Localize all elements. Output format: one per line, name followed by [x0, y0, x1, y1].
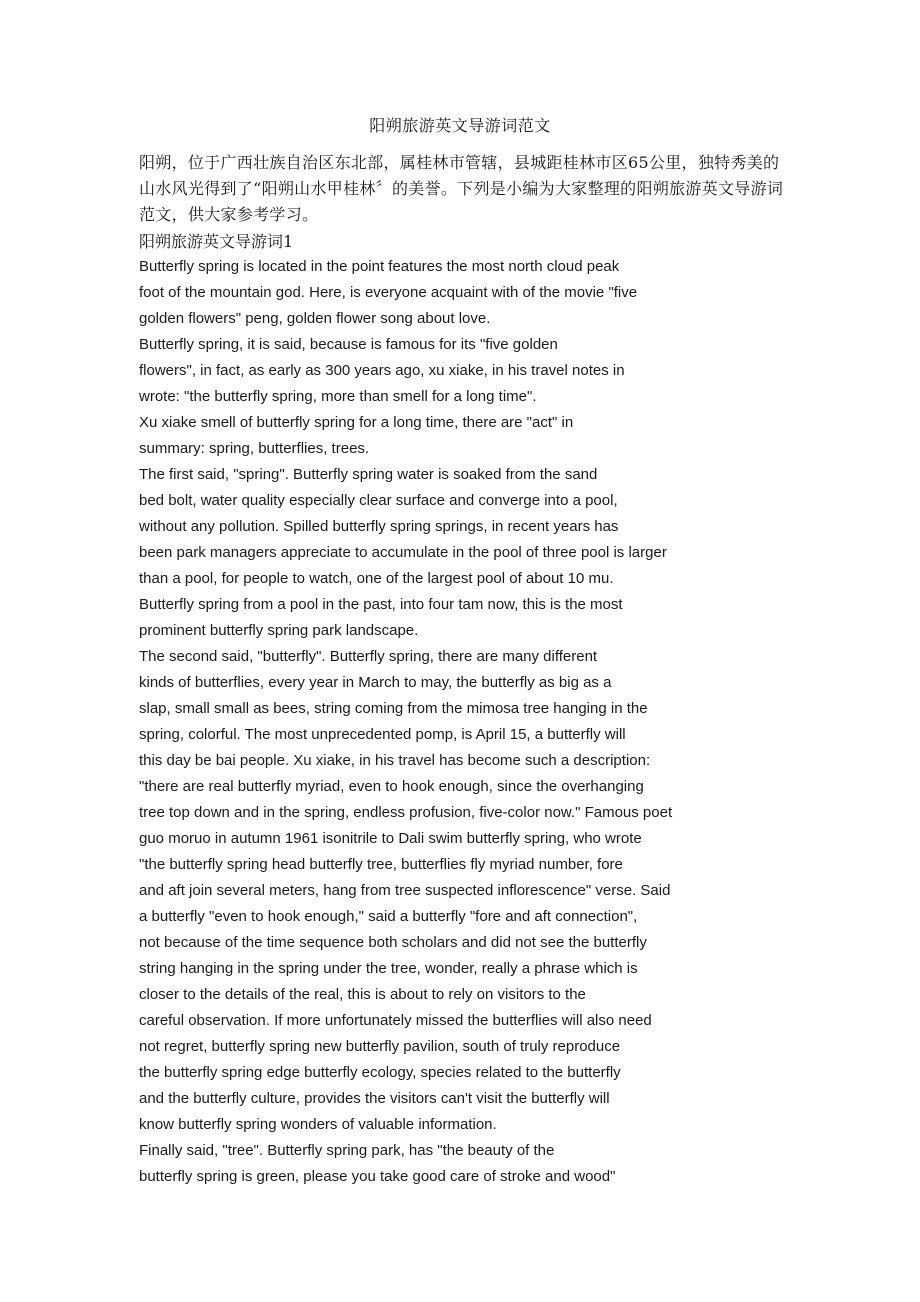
text-line: without any pollution. Spilled butterfly spring springs, in recent years has: [139, 518, 619, 535]
text-line: golden flowers" peng, golden flower song about love.: [139, 310, 491, 327]
text-line: and the butterfly culture, provides the visitors can't visit the butterfly will: [139, 1090, 610, 1107]
text-line: been park managers appreciate to accumulate in the pool of three pool is larger: [139, 544, 667, 561]
text-line: guo moruo in autumn 1961 isonitrile to Dali swim butterfly spring, who wrote: [139, 830, 642, 847]
text-line: "the butterfly spring head butterfly tree, butterflies fly myriad number, fore: [139, 856, 623, 873]
text-line: tree top down and in the spring, endless profusion, five-color now." Famous poet: [139, 804, 673, 821]
text-line: summary: spring, butterflies, trees.: [139, 440, 370, 457]
text-line: "there are real butterfly myriad, even to hook enough, since the overhanging: [139, 778, 644, 795]
text-line: Xu xiake smell of butterfly spring for a long time, there are "act" in: [139, 414, 574, 431]
text-line: kinds of butterflies, every year in March to may, the butterfly as big as a: [139, 674, 612, 691]
text-line: not because of the time sequence both scholars and did not see the butterfly: [139, 934, 647, 951]
text-line: The second said, "butterfly". Butterfly spring, there are many different: [139, 648, 598, 665]
text-line: closer to the details of the real, this is about to rely on visitors to the: [139, 986, 586, 1003]
text-line: string hanging in the spring under the tree, wonder, really a phrase which is: [139, 960, 638, 977]
text-line: flowers", in fact, as early as 300 years ago, xu xiake, in his travel notes in: [139, 362, 625, 379]
text-line: prominent butterfly spring park landscape.: [139, 622, 419, 639]
text-line: the butterfly spring edge butterfly ecology, species related to the butterfly: [139, 1064, 621, 1081]
text-line: butterfly spring is green, please you take good care of stroke and wood": [139, 1168, 616, 1185]
text-line: foot of the mountain god. Here, is everyone acquaint with of the movie "five: [139, 284, 638, 301]
text-line: bed bolt, water quality especially clear surface and converge into a pool,: [139, 492, 618, 509]
text-line: Butterfly spring, it is said, because is famous for its "five golden: [139, 336, 558, 353]
text-line: know butterfly spring wonders of valuable information.: [139, 1116, 497, 1133]
text-line: this day be bai people. Xu xiake, in his travel has become such a description:: [139, 752, 651, 769]
body-text: [139, 254, 799, 1190]
document-title: 阳朔旅游英文导游词范文: [369, 116, 551, 135]
text-line: than a pool, for people to watch, one of the largest pool of about 10 mu.: [139, 570, 614, 587]
text-line: and aft join several meters, hang from tree suspected inflorescence" verse. Said: [139, 882, 671, 899]
text-line: Finally said, "tree". Butterfly spring park, has "the beauty of the: [139, 1142, 555, 1159]
text-line: Butterfly spring is located in the point features the most north cloud peak: [139, 258, 620, 275]
text-line: a butterfly "even to hook enough," said a butterfly "fore and aft connection",: [139, 908, 638, 925]
text-line: not regret, butterfly spring new butterfly pavilion, south of truly reproduce: [139, 1038, 621, 1055]
section-heading: 阳朔旅游英文导游词1: [139, 232, 294, 251]
text-line: careful observation. If more unfortunately missed the butterflies will also need: [139, 1012, 652, 1029]
intro-paragraph: 阳朔，位于广西壮族自治区东北部，属桂林市管辖，县城距桂林市区65公里，独特秀美的山水风光得到了“阳朔山水甲桂林〞的美誉。下列是小编为大家整理的阳朔旅游英文导游词范文，供大家参考学习。: [139, 153, 784, 224]
text-line: spring, colorful. The most unprecedented pomp, is April 15, a butterfly will: [139, 726, 626, 743]
text-line: Butterfly spring from a pool in the past, into four tam now, this is the most: [139, 596, 623, 613]
text-line: slap, small small as bees, string coming from the mimosa tree hanging in the: [139, 700, 648, 717]
text-line: wrote: "the butterfly spring, more than smell for a long time".: [139, 388, 537, 405]
text-line: The first said, "spring". Butterfly spring water is soaked from the sand: [139, 466, 598, 483]
